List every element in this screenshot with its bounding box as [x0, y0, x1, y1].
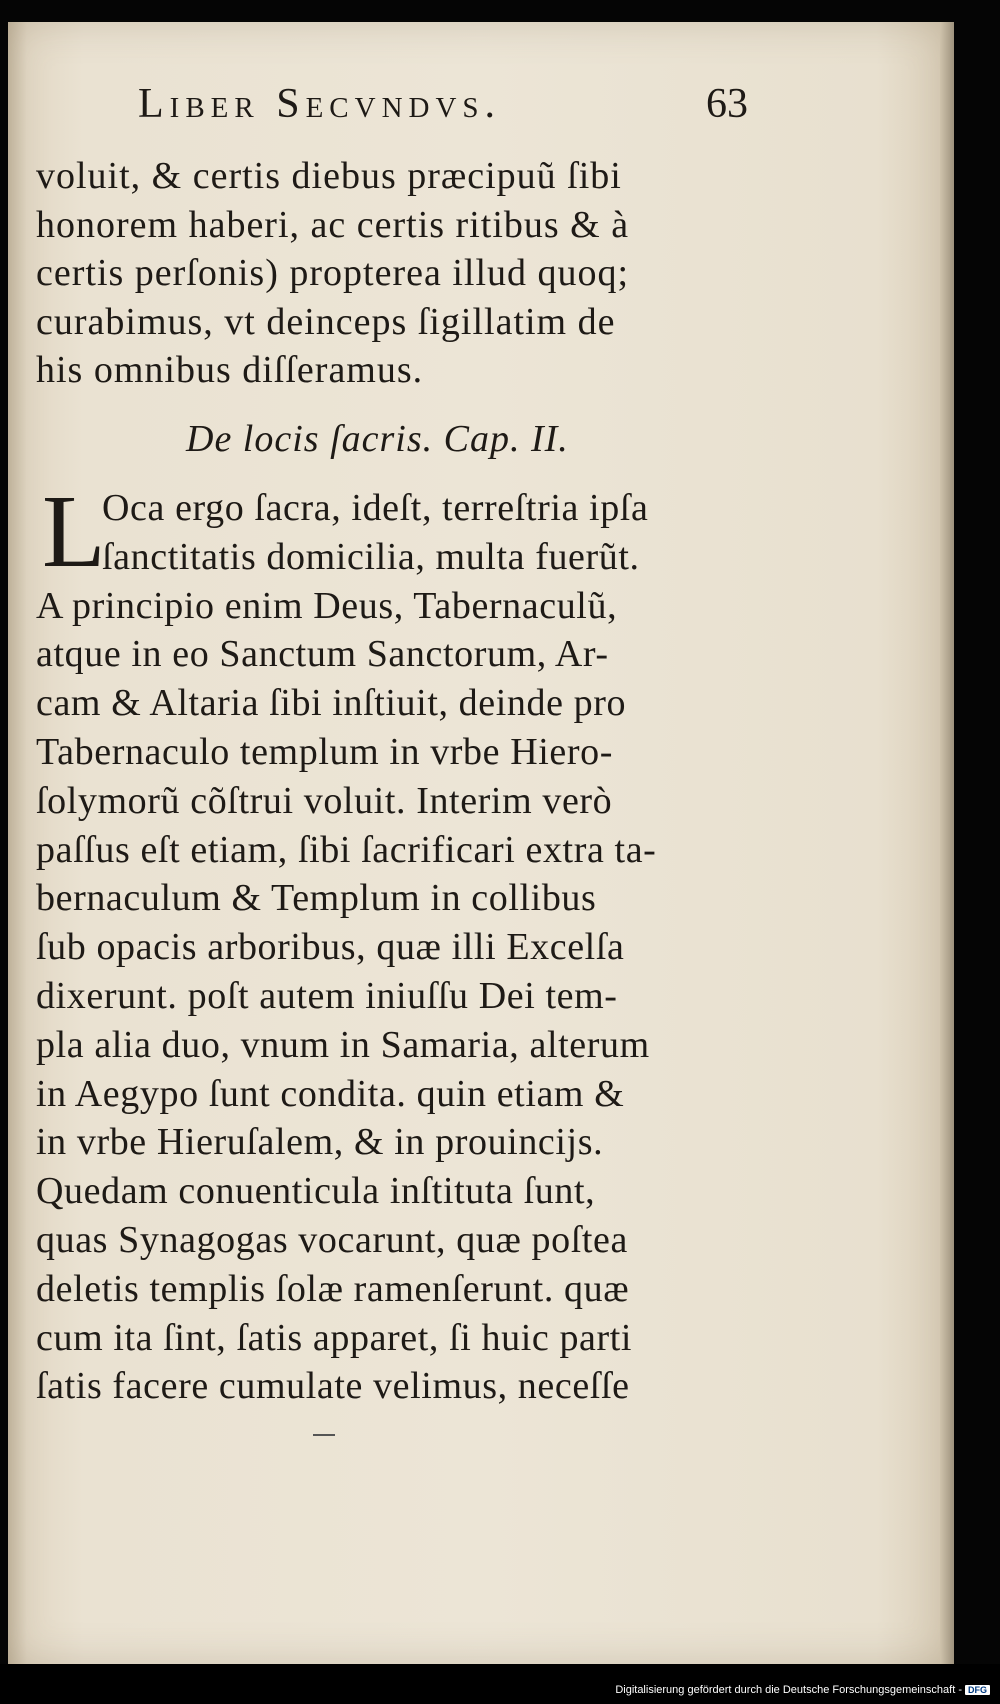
continuation-text: [36, 152, 746, 395]
text-line: ſolymorũ cõſtrui voluit. Interim verò: [36, 779, 613, 822]
footer-credit-text: Digitalisierung gefördert durch die Deutsche Forschungsgemeinschaft -: [615, 1684, 962, 1696]
text-line: in Aegypo ſunt condita. quin etiam &: [36, 1072, 625, 1115]
page-edge: [940, 22, 954, 1664]
text-line: dixerunt. poſt autem iniuſſu Dei tem-: [36, 974, 618, 1017]
text-line: in vrbe Hieruſalem, & in prouincijs.: [36, 1121, 604, 1164]
page-number: 63: [706, 81, 748, 127]
text-line: voluit, & certis diebus præcipuũ ſibi: [36, 155, 622, 197]
text-line: Oca ergo ſacra, ideſt, terreſtria ipſa: [102, 487, 649, 529]
text-line: quas Synagogas vocarunt, quæ poſtea: [36, 1218, 628, 1261]
running-head: Liber Secvndvs.: [138, 81, 502, 127]
text-line: curabimus, vt deinceps ſigillatim de: [36, 300, 616, 343]
text-line: certis perſonis) propterea illud quoq;: [36, 252, 630, 295]
text-line: Quedam conuenticula inſtituta ſunt,: [36, 1170, 596, 1213]
chapter-text: [36, 474, 756, 1411]
text-line: deletis templis ſolæ ramenſerunt. quæ: [36, 1267, 630, 1310]
text-line: atque in eo Sanctum Sanctorum, Ar-: [36, 633, 609, 676]
dfg-logo: DFG: [965, 1685, 990, 1695]
footer-credit: [615, 1684, 990, 1696]
text-line: A principio enim Deus, Tabernaculũ,: [36, 584, 618, 627]
text-line: cum ita ſint, ſatis apparet, ſi huic parti: [36, 1316, 633, 1359]
text-line: Tabernaculo templum in vrbe Hiero-: [36, 730, 613, 773]
text-line: paſſus eſt etiam, ſibi ſacrificari extra ta-: [36, 828, 657, 871]
text-line: bernaculum & Templum in collibus: [36, 877, 597, 920]
text-line: ſatis facere cumulate velimus, neceſſe: [36, 1365, 630, 1408]
chapter-heading: De locis ſacris. Cap. II.: [186, 418, 569, 460]
text-line: his omnibus diſſeramus.: [36, 349, 424, 392]
text-line: pla alia duo, vnum in Samaria, alterum: [36, 1023, 650, 1066]
book-page: [8, 22, 952, 1664]
bottom-mark: [313, 1434, 335, 1436]
drop-cap: L: [42, 474, 107, 589]
text-line: honorem haberi, ac certis ritibus & à: [36, 203, 630, 246]
text-line: cam & Altaria ſibi inſtiuit, deinde pro: [36, 682, 627, 725]
text-line: ſanctitatis domicilia, multa fuerũt.: [102, 535, 640, 578]
text-line: ſub opacis arboribus, quæ illi Excelſa: [36, 926, 625, 969]
